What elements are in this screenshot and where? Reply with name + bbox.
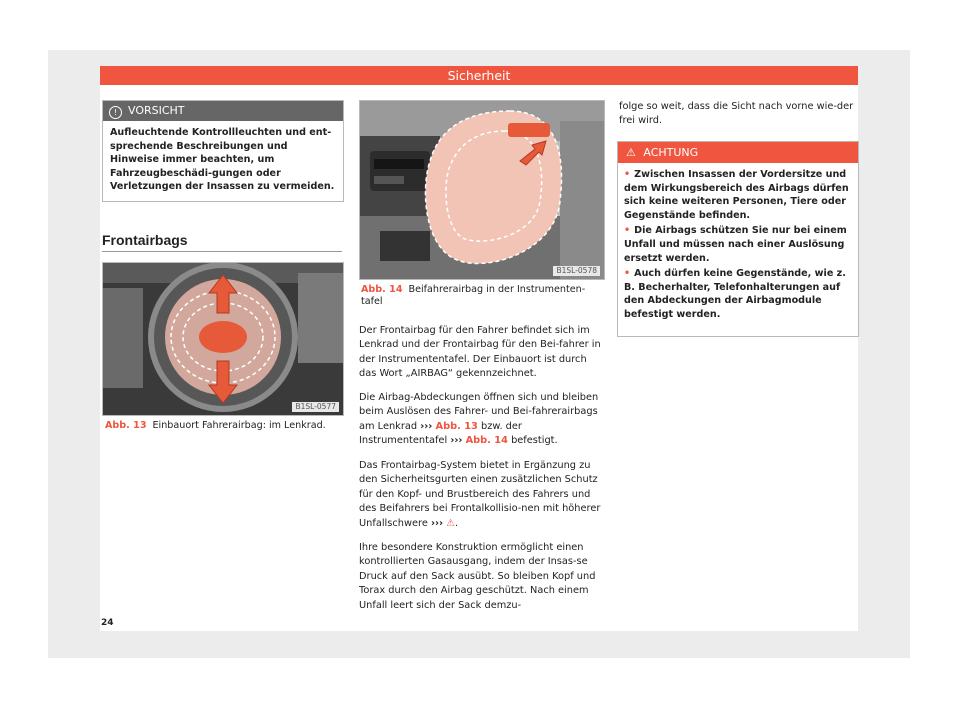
- warning-label: ACHTUNG: [643, 146, 699, 159]
- body-paragraph-3-text: Das Frontairbag-System bietet in Ergänzung zu den Sicherheitsgurten einen zusätzlichen Schutz für den Kopf- und Brustbereich des Fahrers und des Beifahrers bei Frontalkollisio-nen mit höherer Unfallschwere: [359, 460, 601, 529]
- warning-header: [618, 142, 858, 163]
- body-paragraph-2-text-c: befestigt.: [511, 435, 558, 447]
- chapter-header: Sicherheit: [100, 66, 858, 85]
- figure-13-caption: [105, 420, 345, 432]
- caution-box: [102, 100, 344, 202]
- figure-13-link[interactable]: Abb. 13: [435, 420, 478, 432]
- warning-triangle-icon: ⚠: [626, 146, 636, 159]
- figure-13-caption-text: Einbauort Fahrerairbag: im Lenkrad.: [152, 420, 326, 431]
- caution-header: [103, 101, 343, 121]
- bullet-icon: •: [624, 268, 631, 280]
- page-number: 24: [101, 618, 114, 628]
- figure-14-number: Abb. 14: [361, 284, 403, 295]
- warning-box: [617, 141, 859, 337]
- section-divider: [102, 251, 342, 252]
- body-paragraph-3: Das Frontairbag-System bietet in Ergänzung zu den Sicherheitsgurten einen zusätzlichen Schutz für den Kopf- und Brustbereich des Fahrers und des Beifahrers bei Frontalkollisio-nen mit höherer Unfallschwere ››› ⚠.: [359, 460, 601, 529]
- warning-triangle-icon[interactable]: ⚠: [446, 517, 456, 529]
- warning-item: • Auch dürfen keine Gegenstände, wie z. B. Becherhalter, Telefonhalterungen auf den Abdeckungen der Airbagmodule befestigt werden.: [624, 268, 846, 320]
- body-paragraph-2: [359, 391, 604, 449]
- cross-reference-arrows: ›››: [450, 435, 463, 447]
- body-paragraph-2-text-a: Die Airbag-Abdeckungen öffnen sich und bleiben beim Auslösen des Fahrer- und Bei-fahrerairbags am Lenkrad: [359, 392, 599, 432]
- body-paragraph-1: Der Frontairbag für den Fahrer befindet sich im Lenkrad und der Frontairbag für den Bei-fahrer in der Instrumententafel. Der Einbauort ist durch das Wort „AIRBAG“ gekennzeichnet.: [359, 325, 601, 380]
- exclamation-circle-icon: !: [109, 106, 122, 119]
- figure-13-code: B1SL-0577: [292, 402, 339, 412]
- warning-list: [618, 163, 858, 329]
- warning-item: • Zwischen Insassen der Vordersitze und dem Wirkungsbereich des Airbags dürfen sich keine weiteren Personen, Tiere oder Gegenstände befinden.: [624, 169, 849, 221]
- cross-reference-arrows: ›››: [430, 517, 444, 529]
- caution-text: Aufleuchtende Kontrollleuchten und ent-sprechende Beschreibungen und Hinweise immer beachten, um Fahrzeugbeschädi-gungen oder Verletzungen der Insassen zu vermeiden.: [110, 127, 335, 193]
- figure-14-caption: [361, 284, 601, 308]
- body-paragraph-continued: folge so weit, dass die Sicht nach vorne wie-der frei wird.: [619, 101, 854, 127]
- figure-14-link[interactable]: Abb. 14: [465, 435, 508, 447]
- bullet-icon: •: [624, 225, 631, 237]
- warning-item: • Die Airbags schützen Sie nur bei einem Unfall und müssen nach einer Auslösung ersetzt werden.: [624, 225, 847, 264]
- body-paragraph-2-text-b: bzw. der Instrumententafel: [359, 420, 522, 447]
- section-title: Frontairbags: [102, 232, 188, 248]
- figure-14-caption-text: Beifahrerairbag in der Instrumenten-tafel: [361, 284, 586, 307]
- passenger-airbag-image: [360, 101, 604, 283]
- figure-13: [102, 262, 344, 416]
- figure-14: [359, 100, 605, 280]
- body-paragraph-4: Ihre besondere Konstruktion ermöglicht einen kontrollierten Gasausgang, indem der Insas-se Druck auf den Sack ausübt. So bleiben Kopf und Torax durch den Airbag geschützt. Nach einem Unfall leert sich der Sack demzu-: [359, 542, 596, 611]
- figure-14-code: B1SL-0578: [553, 266, 600, 276]
- cross-reference-arrows: ›››: [420, 420, 433, 432]
- figure-13-number: Abb. 13: [105, 420, 147, 431]
- caution-label: VORSICHT: [128, 104, 185, 117]
- steering-wheel-airbag-image: [103, 263, 343, 419]
- bullet-icon: •: [624, 169, 631, 180]
